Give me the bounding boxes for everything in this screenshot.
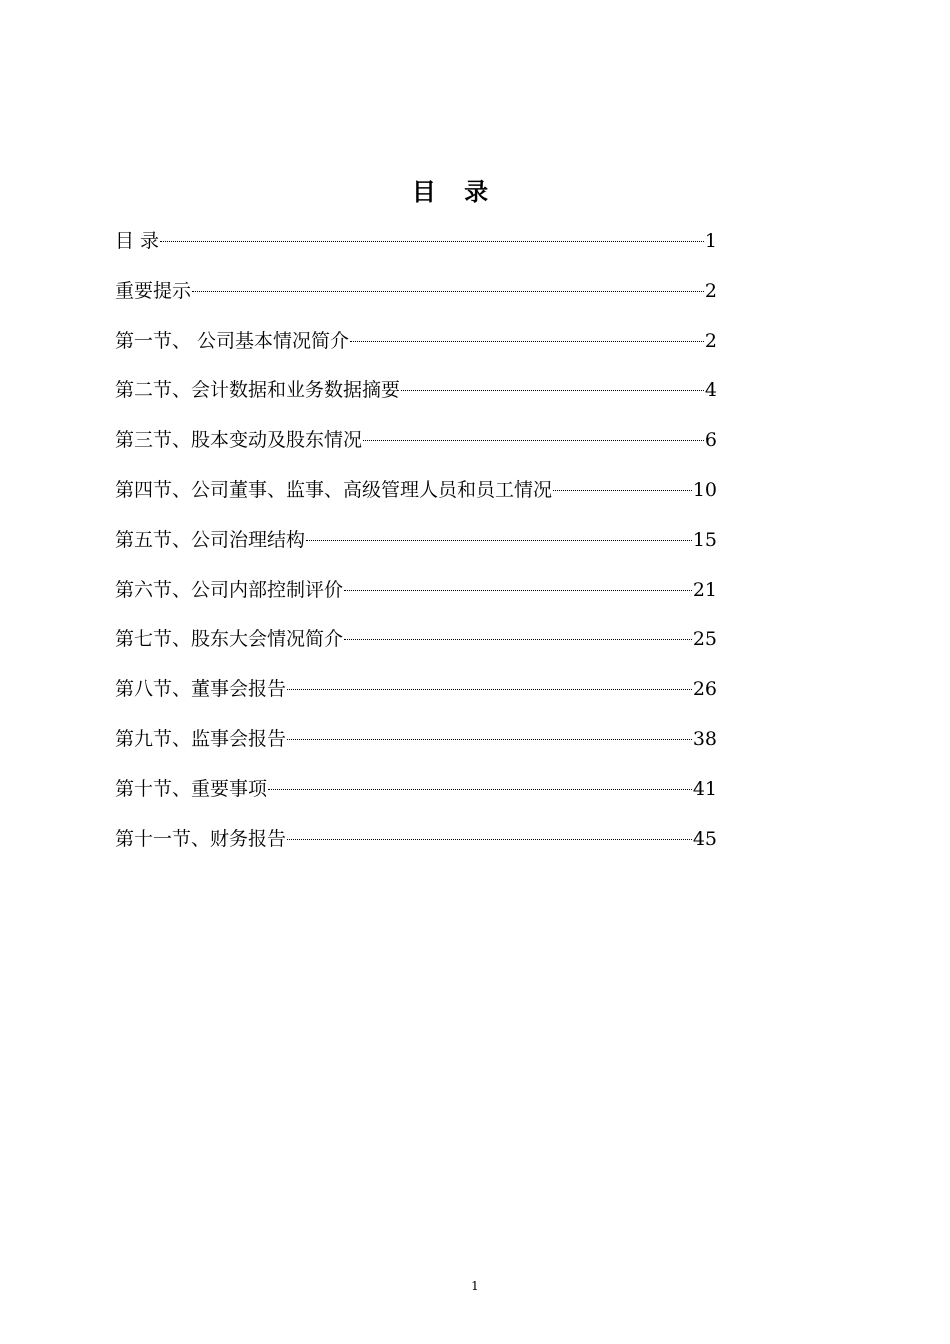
toc-entry-label: 第五节、公司治理结构 (115, 528, 306, 551)
toc-entry[interactable] (115, 326, 717, 376)
toc-leader-dots (306, 540, 692, 541)
toc-leader-dots (287, 689, 692, 690)
toc-entry[interactable] (115, 525, 717, 575)
toc-entry-label: 第九节、监事会报告 (115, 727, 287, 750)
toc-entry[interactable] (115, 475, 717, 525)
toc-entry[interactable] (115, 226, 717, 276)
toc-leader-dots (268, 789, 692, 790)
toc-entry-page: 38 (692, 727, 717, 750)
toc-entry-page: 4 (704, 379, 717, 402)
toc-entry-label: 第八节、董事会报告 (115, 678, 287, 701)
toc-entry[interactable] (115, 575, 717, 625)
toc-entry-page: 45 (692, 827, 717, 850)
toc-leader-dots (350, 341, 704, 342)
toc-leader-dots (160, 241, 704, 242)
toc-leader-dots (344, 639, 692, 640)
toc-entry[interactable] (115, 774, 717, 824)
toc-list (115, 226, 717, 873)
toc-entry-page: 10 (692, 478, 717, 501)
toc-entry[interactable] (115, 375, 717, 425)
toc-entry-page: 25 (692, 628, 717, 651)
toc-entry[interactable] (115, 824, 717, 874)
toc-entry-label: 第二节、会计数据和业务数据摘要 (115, 379, 401, 402)
toc-leader-dots (287, 839, 692, 840)
toc-leader-dots (401, 390, 704, 391)
toc-leader-dots (192, 291, 704, 292)
toc-entry-label: 第三节、股本变动及股东情况 (115, 429, 363, 452)
toc-leader-dots (363, 440, 704, 441)
toc-entry-page: 26 (692, 678, 717, 701)
toc-entry-page: 1 (704, 230, 717, 252)
toc-entry[interactable] (115, 425, 717, 475)
toc-entry-page: 2 (704, 279, 717, 302)
toc-entry-label: 目 录 (115, 230, 160, 252)
toc-entry-label: 第六节、公司内部控制评价 (115, 578, 344, 601)
toc-entry-page: 21 (692, 578, 717, 601)
toc-entry-label: 第十一节、财务报告 (115, 827, 287, 850)
toc-entry-label: 重要提示 (115, 279, 192, 302)
toc-entry-label: 第十节、重要事项 (115, 777, 268, 800)
toc-entry-page: 15 (692, 528, 717, 551)
toc-entry[interactable] (115, 724, 717, 774)
toc-entry-label: 第四节、公司董事、监事、高级管理人员和员工情况 (115, 478, 553, 501)
toc-entry-page: 2 (704, 329, 717, 352)
page-number: 1 (471, 1279, 479, 1293)
toc-entry[interactable] (115, 624, 717, 674)
toc-entry-label: 第七节、股东大会情况简介 (115, 628, 344, 651)
toc-entry-page: 41 (692, 777, 717, 800)
toc-entry[interactable] (115, 674, 717, 724)
toc-entry-page: 6 (704, 429, 717, 452)
toc-leader-dots (344, 590, 692, 591)
toc-title: 目 录 (411, 177, 499, 206)
toc-entry[interactable] (115, 276, 717, 326)
toc-leader-dots (553, 490, 692, 491)
toc-entry-label: 第一节、 公司基本情况简介 (115, 329, 350, 352)
toc-leader-dots (287, 739, 692, 740)
